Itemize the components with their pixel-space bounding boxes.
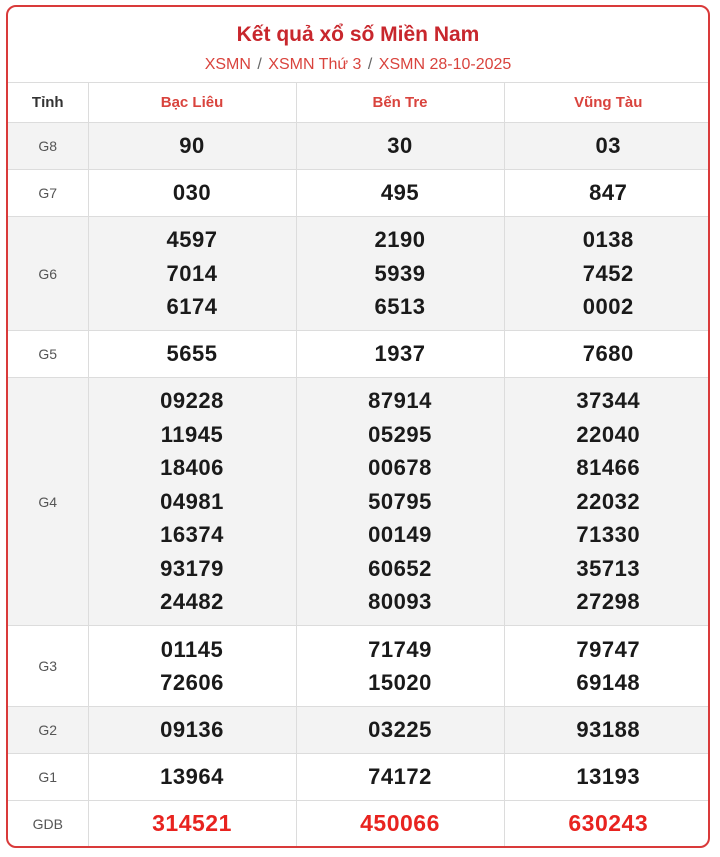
province-header-label: Tỉnh <box>8 83 88 123</box>
table-row <box>8 707 710 754</box>
prize-cell-vung-tau <box>504 626 710 707</box>
prize-number: 01145 <box>160 636 224 662</box>
prize-number: 72606 <box>160 670 224 695</box>
prize-number: 74172 <box>368 764 432 790</box>
breadcrumb-xsmn-date[interactable]: XSMN 28-10-2025 <box>378 56 512 73</box>
prize-cell-vung-tau <box>504 378 710 626</box>
province-header-vung-tau[interactable]: Vũng Tàu <box>504 83 710 123</box>
table-row <box>8 123 710 170</box>
prize-number: 11945 <box>160 421 224 447</box>
breadcrumb-xsmn[interactable]: XSMN <box>204 56 251 73</box>
prize-cell-bac-lieu <box>88 378 296 626</box>
prize-number: 93179 <box>160 555 224 581</box>
table-row <box>8 801 710 848</box>
prize-label: G7 <box>8 170 88 217</box>
prize-number: 030 <box>172 180 212 206</box>
prize-cell-ben-tre <box>296 378 504 626</box>
prize-number: 7680 <box>582 341 634 367</box>
prize-cell-ben-tre <box>296 217 504 331</box>
prize-cell-bac-lieu <box>88 754 296 801</box>
prize-cell-ben-tre <box>296 754 504 801</box>
prize-cell-vung-tau <box>504 217 710 331</box>
prize-number: 0002 <box>582 294 634 320</box>
prize-number: 00149 <box>368 522 432 548</box>
results-card <box>6 5 710 848</box>
prize-number: 24482 <box>160 589 224 615</box>
prize-number: 69148 <box>576 670 641 695</box>
prize-rows <box>8 123 710 848</box>
table-header-row <box>8 83 710 123</box>
prize-cell-ben-tre <box>296 626 504 707</box>
results-header <box>8 7 708 83</box>
prize-label: G1 <box>8 754 88 801</box>
prize-label: G2 <box>8 707 88 754</box>
prize-number: 81466 <box>576 455 641 481</box>
prize-label: G3 <box>8 626 88 707</box>
prize-number: 80093 <box>368 589 432 615</box>
prize-number: 13964 <box>160 764 224 790</box>
prize-number: 90 <box>179 133 205 159</box>
prize-number: 495 <box>380 180 420 206</box>
prize-number: 09136 <box>160 717 224 743</box>
prize-label: GDB <box>8 801 88 848</box>
prize-cell-vung-tau <box>504 801 710 848</box>
prize-number: 87914 <box>368 388 432 414</box>
prize-number: 16374 <box>160 522 224 548</box>
prize-cell-bac-lieu <box>88 123 296 170</box>
prize-number: 7014 <box>166 260 218 286</box>
prize-number: 6174 <box>166 294 218 320</box>
prize-cell-vung-tau <box>504 754 710 801</box>
prize-number: 22040 <box>576 421 641 447</box>
prize-cell-vung-tau <box>504 331 710 378</box>
prize-number: 15020 <box>368 670 432 695</box>
table-row <box>8 217 710 331</box>
prize-number: 37344 <box>576 388 641 414</box>
prize-number: 50795 <box>368 488 432 514</box>
prize-number: 5655 <box>166 341 218 367</box>
prize-number: 93188 <box>576 717 641 743</box>
prize-number: 04981 <box>160 488 224 514</box>
prize-number: 71749 <box>368 636 432 662</box>
prize-label: G5 <box>8 331 88 378</box>
prize-number: 5939 <box>374 260 426 286</box>
prize-number: 00678 <box>368 455 432 481</box>
table-row <box>8 378 710 626</box>
results-table <box>8 83 710 847</box>
prize-number: 6513 <box>374 294 426 320</box>
prize-cell-bac-lieu <box>88 170 296 217</box>
breadcrumb-separator: / <box>257 56 262 73</box>
breadcrumb-separator: / <box>367 56 373 73</box>
prize-cell-ben-tre <box>296 331 504 378</box>
table-row <box>8 754 710 801</box>
prize-cell-bac-lieu <box>88 217 296 331</box>
prize-cell-bac-lieu <box>88 331 296 378</box>
prize-number: 09228 <box>160 388 224 414</box>
prize-number: 27298 <box>576 589 641 615</box>
breadcrumb <box>8 55 708 75</box>
prize-number: 79747 <box>576 636 641 662</box>
prize-cell-vung-tau <box>504 707 710 754</box>
prize-cell-ben-tre <box>296 170 504 217</box>
province-header-ben-tre[interactable]: Bến Tre <box>296 83 504 123</box>
prize-number: 1937 <box>374 341 426 367</box>
prize-number: 03225 <box>368 717 432 743</box>
table-row <box>8 170 710 217</box>
prize-number: 35713 <box>576 555 641 581</box>
prize-number: 4597 <box>166 227 218 253</box>
special-prize-number: 314521 <box>152 810 232 837</box>
prize-number: 18406 <box>160 455 224 481</box>
prize-number: 847 <box>589 180 628 206</box>
prize-cell-bac-lieu <box>88 801 296 848</box>
prize-number: 05295 <box>368 421 432 447</box>
prize-number: 2190 <box>374 227 426 253</box>
prize-cell-ben-tre <box>296 123 504 170</box>
breadcrumb-xsmn-weekday[interactable]: XSMN Thứ 3 <box>268 56 362 73</box>
prize-cell-vung-tau <box>504 123 710 170</box>
prize-cell-vung-tau <box>504 170 710 217</box>
table-row <box>8 331 710 378</box>
prize-number: 7452 <box>582 260 634 286</box>
prize-number: 60652 <box>368 555 432 581</box>
prize-cell-bac-lieu <box>88 707 296 754</box>
prize-cell-ben-tre <box>296 801 504 848</box>
province-header-bac-lieu[interactable]: Bạc Liêu <box>88 83 296 123</box>
prize-number: 0138 <box>582 227 634 253</box>
prize-number: 22032 <box>576 488 641 514</box>
prize-number: 71330 <box>576 522 641 548</box>
prize-label: G4 <box>8 378 88 626</box>
table-row <box>8 626 710 707</box>
prize-label: G6 <box>8 217 88 331</box>
prize-number: 13193 <box>576 764 641 790</box>
special-prize-number: 630243 <box>568 810 649 837</box>
page-title: Kết quả xổ số Miền Nam <box>236 23 480 46</box>
prize-cell-bac-lieu <box>88 626 296 707</box>
prize-cell-ben-tre <box>296 707 504 754</box>
prize-number: 03 <box>595 133 621 159</box>
prize-label: G8 <box>8 123 88 170</box>
special-prize-number: 450066 <box>360 810 440 837</box>
prize-number: 30 <box>387 133 413 159</box>
